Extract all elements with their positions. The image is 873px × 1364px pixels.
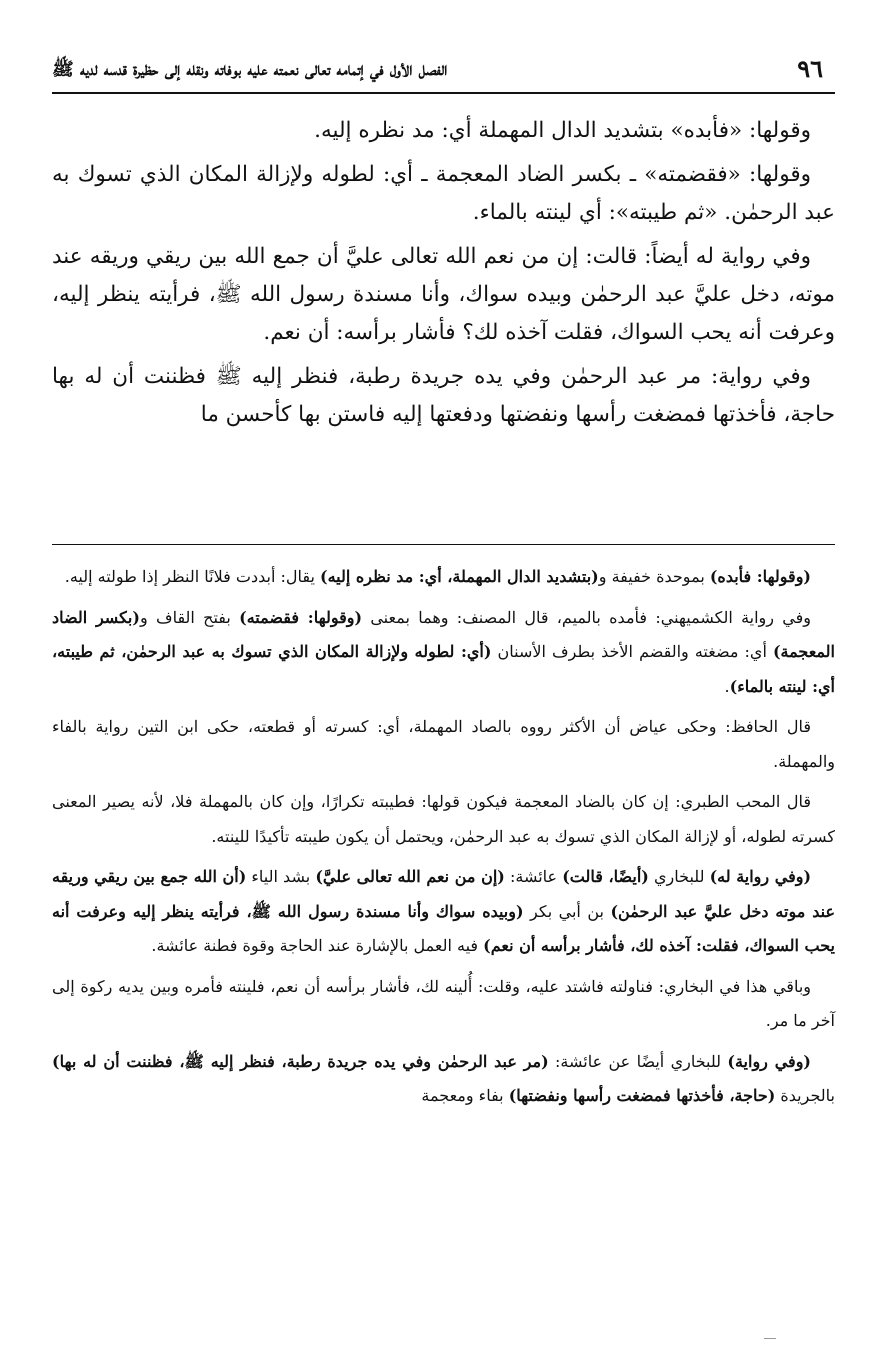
commentary-paragraph: قال المحب الطبري: إن كان بالضاد المعجمة فيكون قولها: فطيبته تكرارًا، وإن كان بالمهملة فلا، لأنه يصير المعنى كسرته لطوله، أو لإزالة المكان الذي تسوك به عبد الرحمٰن، ويحتمل أن يكون طيبته تأكيدًا للينته. (52, 792, 835, 846)
gloss-text: أي: مضغته والقضم الأخذ بطرف الأسنان (491, 642, 773, 661)
gloss-text: . (724, 676, 730, 696)
page-number: ٩٦ (797, 54, 823, 83)
quoted-text: (وفي رواية) (727, 1051, 812, 1071)
quoted-text: (بتشديد الدال المهملة، أي: مد نظره إليه) (320, 567, 599, 586)
gloss-text: بفاء ومعجمة (421, 1086, 509, 1105)
quoted-text: (بكسر الضاد المعجمة) (52, 607, 835, 661)
main-text (52, 112, 835, 440)
main-paragraph: وفي رواية: مر عبد الرحمٰن وفي يده جريدة رطبة، فنظر إليه ﷺ فظننت أن له بها حاجة، فأخذتها فمضغت رأسها ونفضتها ودفعتها إليه فاستن بها كأحسن ما (52, 364, 835, 427)
gloss-text: وفي رواية الكشميهني: فأمده بالميم، قال المصنف: وهما بمعنى (362, 607, 812, 627)
quoted-text: (وبيده سواك وأنا مسندة رسول الله ﷺ، فرأيته ينظر إليه وعرفت أنه يحب السواك، فقلت: آخذه لك، فأشار برأسه أن نعم) (52, 901, 835, 955)
main-paragraph: وقولها: «فأبده» بتشديد الدال المهملة أي: مد نظره إليه. (314, 118, 811, 143)
quoted-text: (أي: لطوله ولإزالة المكان الذي تسوك به عبد الرحمٰن، ثم طيبته، أي: لينته بالماء) (52, 642, 835, 696)
gloss-text: بشد الياء (246, 867, 316, 886)
quoted-text: (وقولها: فقضمته) (239, 607, 363, 627)
quoted-text: (أن الله جمع بين ريقي وريقه عند موته دخل عليَّ عبد الرحمٰن) (52, 867, 836, 921)
gloss-text: بموحدة خفيفة و (598, 567, 710, 586)
commentary-divider (52, 544, 835, 545)
gloss-text: للبخاري أيضًا عن عائشة: (548, 1051, 728, 1071)
gloss-text: يقال: أبددت فلانًا النظر إذا طولته إليه. (64, 567, 320, 586)
main-paragraph: وقولها: «فقضمته» ـ بكسر الضاد المعجمة ـ أي: لطوله ولإزالة المكان الذي تسوك به عبد الرحمٰن. «ثم طيبته»: أي لينته بالماء. (52, 162, 835, 225)
running-head (52, 52, 835, 94)
quoted-text: (وقولها: فأبده) (709, 567, 811, 586)
gloss-text: بفتح القاف و (139, 607, 240, 627)
main-paragraph: وفي رواية له أيضاً: قالت: إن من نعم الله تعالى عليَّ أن جمع الله بين ريقي وريقه عند موته، دخل عليَّ عبد الرحمٰن وبيده سواك، وأنا مسندة رسول الله ﷺ، فرأيته ينظر إليه، وعرفت أنه يحب السواك، فقلت آخذه لك؟ فأشار برأسه: أن نعم. (52, 244, 835, 345)
gloss-text: بن أبي بكر (523, 901, 611, 921)
chapter-title: الفصل الأول في إتمامه تعالى نعمته عليه بوفاته ونقله إلى حظيرة قدسه لديه ﷺ (52, 59, 448, 80)
commentary-paragraph (52, 560, 835, 595)
commentary-paragraph (52, 601, 835, 705)
commentary-paragraph: وباقي هذا في البخاري: فناولته فاشتد عليه، وقلت: أُلينه لك، فأشار برأسه أن نعم، فلينته فأمره وبين يديه ركوة إلى آخر ما مر. (52, 976, 835, 1030)
quoted-text: (إن من نعم الله تعالى عليَّ) (315, 867, 505, 886)
gloss-text: عائشة: (504, 867, 563, 886)
quoted-text: (أيضًا، قالت) (562, 867, 649, 886)
gloss-text: للبخاري (648, 867, 710, 886)
commentary (52, 560, 835, 1120)
footer-mark (764, 1338, 776, 1339)
gloss-text: بالجريدة (775, 1086, 835, 1105)
gloss-text: فيه العمل بالإشارة عند الحاجة وقوة فطنة عائشة. (151, 936, 484, 955)
quoted-text: (حاجة، فأخذتها فمضغت رأسها ونفضتها) (508, 1086, 776, 1105)
commentary-paragraph (52, 1045, 835, 1114)
quoted-text: (مر عبد الرحمٰن وفي يده جريدة رطبة، فنظر إليه ﷺ، فظننت أن له بها) (52, 1051, 549, 1071)
quoted-text: (وفي رواية له) (709, 867, 812, 886)
commentary-paragraph: قال الحافظ: وحكى عياض أن الأكثر رووه بالصاد المهملة، أي: كسرته أو قطعته، حكى ابن التين رواية بالفاء والمهملة. (52, 717, 835, 771)
commentary-paragraph (52, 860, 835, 964)
